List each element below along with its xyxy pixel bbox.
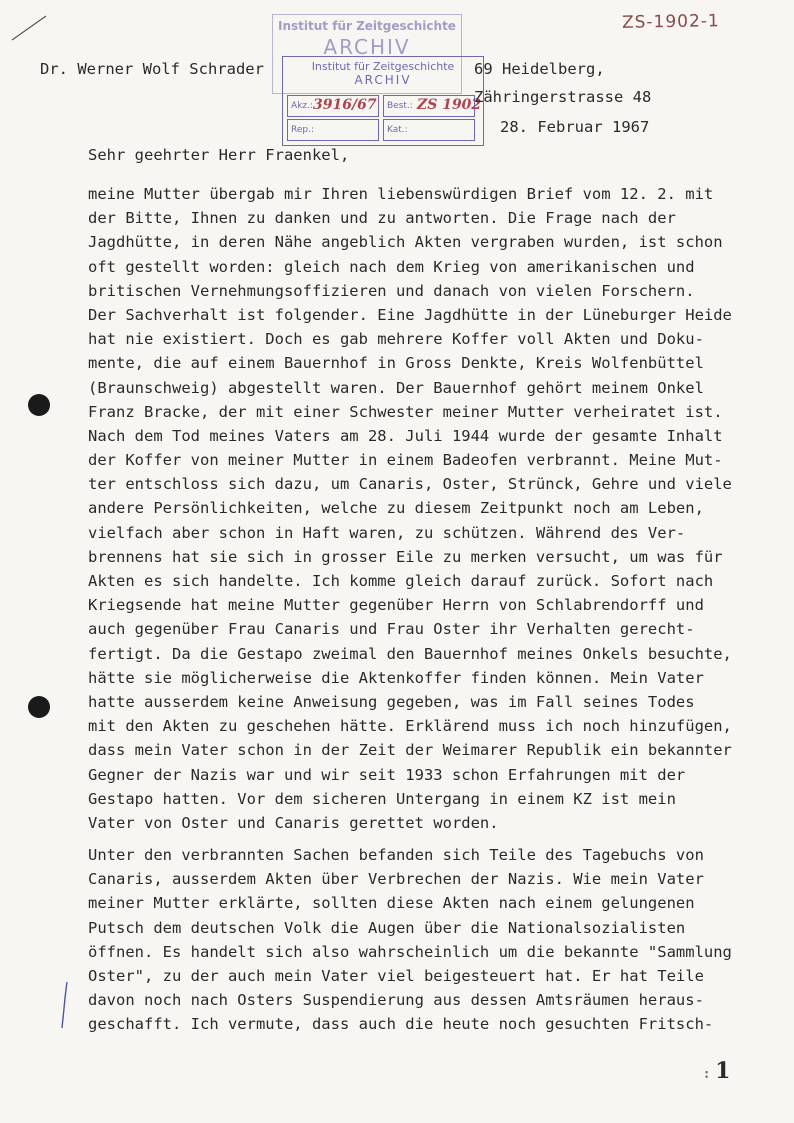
stamp-cell-kat bbox=[383, 119, 475, 141]
body-line: (Braunschweig) abgestellt waren. Der Bauernhof gehört meinem Onkel bbox=[88, 378, 704, 397]
paragraph-spacer bbox=[88, 835, 778, 843]
body-line: der Bitte, Ihnen zu danken und zu antworten. Die Frage nach der bbox=[88, 209, 676, 228]
body-line: öffnen. Es handelt sich also wahrscheinlich um die bekannte "Sammlung bbox=[88, 942, 732, 961]
paragraph-2 bbox=[88, 843, 778, 1037]
body-line: hätte sie möglicherweise die Aktenkoffer finden können. Mein Vater bbox=[88, 668, 704, 687]
archive-reference-handwritten: ZS-1902-1 bbox=[621, 11, 720, 33]
pencil-stroke-mark bbox=[10, 12, 50, 42]
body-line: oft gestellt worden: gleich nach dem Krieg von amerikanischen und bbox=[88, 257, 695, 276]
body-line: Unter den verbrannten Sachen befanden sich Teile des Tagebuchs von bbox=[88, 846, 704, 865]
body-line: fertigt. Da die Gestapo zweimal den Bauernhof meines Onkels besuchte, bbox=[88, 644, 732, 663]
body-line: Gestapo hatten. Vor dem sicheren Untergang in einem KZ ist mein bbox=[88, 789, 676, 808]
body-line: davon noch nach Osters Suspendierung aus dessen Amtsräumen heraus- bbox=[88, 991, 704, 1010]
stamp-akz-value: 3916/67 bbox=[313, 97, 377, 113]
body-line: ter entschloss sich dazu, um Canaris, Oster, Strünck, Gehre und viele bbox=[88, 475, 732, 494]
body-line: meine Mutter übergab mir Ihren liebenswürdigen Brief vom 12. 2. mit bbox=[88, 185, 714, 203]
address-line-1: 69 Heidelberg, bbox=[474, 60, 605, 78]
letter-body bbox=[88, 182, 778, 1037]
stamp-best-value: ZS 1902 bbox=[417, 97, 482, 113]
stamp-rep-label: Rep.: bbox=[291, 125, 314, 135]
stamp-outer-title: Institut für Zeitgeschichte bbox=[278, 19, 456, 33]
stamp-inner-archiv: ARCHIV bbox=[354, 73, 412, 87]
stamp-outer-archiv: ARCHIV bbox=[323, 35, 411, 59]
body-line: Nach dem Tod meines Vaters am 28. Juli 1944 wurde der gesamte Inhalt bbox=[88, 426, 723, 445]
body-line: Franz Bracke, der mit einer Schwester meiner Mutter verheiratet ist. bbox=[88, 402, 723, 421]
address-line-2: Zähringerstrasse 48 bbox=[474, 88, 652, 106]
body-line: Jagdhütte, in deren Nähe angeblich Akten vergraben wurden, ist schon bbox=[88, 233, 723, 252]
stamp-kat-label: Kat.: bbox=[387, 125, 408, 135]
body-line: mit den Akten zu geschehen hätte. Erklärend muss ich noch hinzufügen, bbox=[88, 717, 732, 736]
stamp-cell-rep bbox=[287, 119, 379, 141]
page-number-prefix: : bbox=[704, 1066, 710, 1082]
margin-pen-mark bbox=[60, 980, 70, 1030]
stamp-best-label: Best.: bbox=[387, 101, 413, 111]
body-line: vielfach aber schon in Haft waren, zu schützen. Während des Ver- bbox=[88, 523, 686, 542]
body-line: auch gegenüber Frau Canaris und Frau Oster ihr Verhalten gerecht- bbox=[88, 620, 695, 639]
body-line: andere Persönlichkeiten, welche zu diesem Zeitpunkt noch am Leben, bbox=[88, 499, 704, 518]
page-number-value: 1 bbox=[715, 1058, 731, 1084]
punch-hole-upper bbox=[28, 394, 50, 416]
punch-hole-lower bbox=[28, 696, 50, 718]
paragraph-1 bbox=[88, 182, 778, 835]
body-line: Der Sachverhalt ist folgender. Eine Jagdhütte in der Lüneburger Heide bbox=[88, 305, 732, 324]
salutation: Sehr geehrter Herr Fraenkel, bbox=[88, 146, 350, 164]
stamp-inner-title: Institut für Zeitgeschichte bbox=[311, 60, 455, 73]
letter-date: 28. Februar 1967 bbox=[500, 118, 650, 136]
body-line: hatte ausserdem keine Anweisung gegeben, was im Fall seines Todes bbox=[88, 692, 695, 711]
body-line: brennens hat sie sich in grosser Eile zu merken versucht, um was für bbox=[88, 547, 723, 566]
body-line: Kriegsende hat meine Mutter gegenüber Herrn von Schlabrendorff und bbox=[88, 596, 704, 615]
sender-name: Dr. Werner Wolf Schrader bbox=[40, 60, 264, 78]
body-line: britischen Vernehmungsoffizieren und danach von vielen Forschern. bbox=[88, 281, 695, 300]
body-line: der Koffer von meiner Mutter in einem Badeofen verbrannt. Meine Mut- bbox=[88, 451, 723, 470]
stamp-akz-label: Akz.: bbox=[291, 101, 313, 111]
body-line: Oster", zu der auch mein Vater viel beigesteuert hat. Er hat Teile bbox=[88, 967, 704, 985]
archive-stamp-inner bbox=[282, 56, 484, 146]
body-line: meiner Mutter erklärte, sollten diese Akten nach einem gelungenen bbox=[88, 894, 695, 913]
body-line: Vater von Oster und Canaris gerettet worden. bbox=[88, 813, 499, 832]
body-line: Akten es sich handelte. Ich komme gleich darauf zurück. Sofort nach bbox=[88, 572, 714, 590]
body-line: dass mein Vater schon in der Zeit der Weimarer Republik ein bekannter bbox=[88, 741, 732, 760]
body-line: hat nie existiert. Doch es gab mehrere Koffer voll Akten und Doku- bbox=[88, 330, 704, 349]
page-number bbox=[704, 1058, 730, 1084]
body-line: mente, die auf einem Bauernhof in Gross Denkte, Kreis Wolfenbüttel bbox=[88, 354, 704, 373]
body-line: Gegner der Nazis war und wir seit 1933 schon Erfahrungen mit der bbox=[88, 765, 686, 784]
body-line: Putsch dem deutschen Volk die Augen über die Nationalsozialisten bbox=[88, 918, 686, 937]
body-line: geschafft. Ich vermute, dass auch die heute noch gesuchten Fritsch- bbox=[88, 1015, 714, 1034]
body-line: Canaris, ausserdem Akten über Verbrechen der Nazis. Wie mein Vater bbox=[88, 870, 704, 889]
